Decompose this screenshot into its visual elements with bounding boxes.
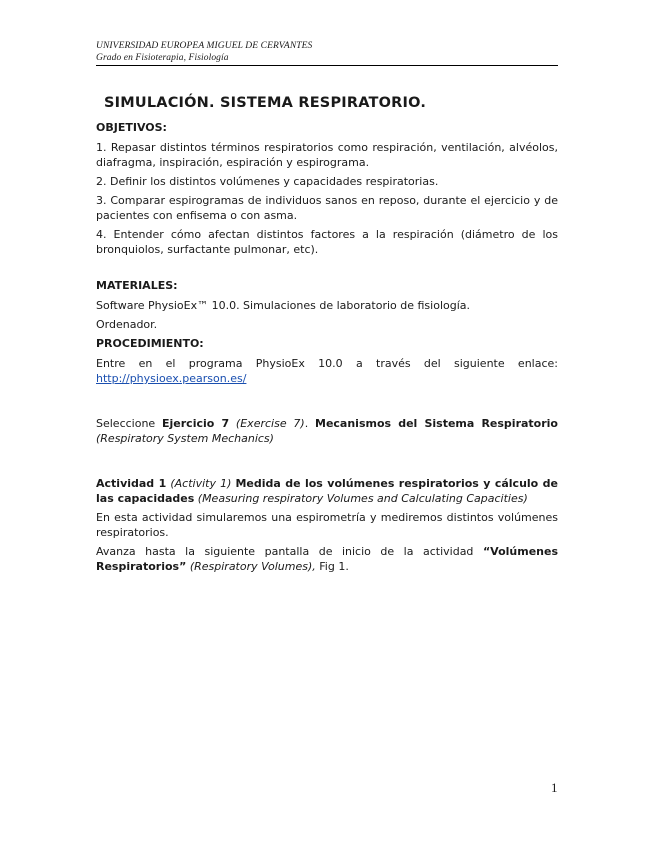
activity-description: En esta actividad simularemos una espirometría y mediremos distintos volúmenes respiratorios. [96, 511, 558, 539]
objective-item: 3. Comparar espirogramas de individuos sanos en reposo, durante el ejercicio y de pacientes con enfisema o con asma. [96, 194, 558, 222]
exercise-separator: . [304, 417, 315, 430]
exercise-name-en: (Exercise 7) [229, 417, 305, 430]
document-body [96, 96, 558, 578]
advance-suffix: Fig 1. [315, 560, 349, 573]
advance-bold: “Volúmenes Respiratorios” [96, 545, 558, 573]
objective-item: 2. Definir los distintos volúmenes y capacidades respiratorias. [96, 175, 439, 188]
activity-advance [96, 544, 558, 574]
activity-title [96, 476, 558, 506]
objective-item: 4. Entender cómo afectan distintos factores a la respiración (diámetro de los bronquiolos, surfactante pulmonar, etc). [96, 228, 558, 256]
exercise-name: Ejercicio 7 [162, 417, 230, 430]
procedimiento-text: Entre en el programa PhysioEx 10.0 a través del siguiente enlace: [96, 357, 558, 370]
activity-title-en: (Measuring respiratory Volumes and Calculating Capacities) [194, 492, 528, 505]
material-item: Ordenador. [96, 318, 158, 331]
exercise-topic-en: (Respiratory System Mechanics) [96, 432, 274, 445]
exercise-topic: Mecanismos del Sistema Respiratorio [315, 417, 558, 430]
activity-title-bold: Medida de los volúmenes respiratorios y cálculo de las capacidades [96, 477, 558, 505]
exercise-prefix: Seleccione [96, 417, 163, 430]
activity-label: Actividad 1 [96, 477, 167, 490]
advance-prefix: Avanza hasta la siguiente pantalla de inicio de la actividad [96, 545, 483, 558]
physioex-link[interactable]: http://physioex.pearson.es/ [96, 372, 247, 385]
objective-item: 1. Repasar distintos términos respiratorios como respiración, ventilación, alvéolos, diafragma, inspiración, espiración y espirograma. [96, 141, 558, 169]
material-item: Software PhysioEx™ 10.0. Simulaciones de laboratorio de fisiología. [96, 299, 471, 312]
exercise-instruction [96, 416, 558, 446]
link-line [96, 371, 558, 386]
page-header [96, 40, 558, 66]
degree-name: Grado en Fisioterapia, Fisiología [96, 53, 229, 63]
page-number: 1 [551, 780, 558, 795]
materiales-heading: MATERIALES: [96, 279, 178, 292]
objetivos-heading: OBJETIVOS: [96, 121, 167, 134]
activity-label-en: (Activity 1) [166, 477, 236, 490]
advance-en: (Respiratory Volumes), [186, 560, 316, 573]
university-name: UNIVERSIDAD EUROPEA MIGUEL DE CERVANTES [96, 41, 313, 51]
page-title: SIMULACIÓN. SISTEMA RESPIRATORIO. [104, 95, 427, 111]
procedimiento-heading: PROCEDIMIENTO: [96, 337, 204, 350]
